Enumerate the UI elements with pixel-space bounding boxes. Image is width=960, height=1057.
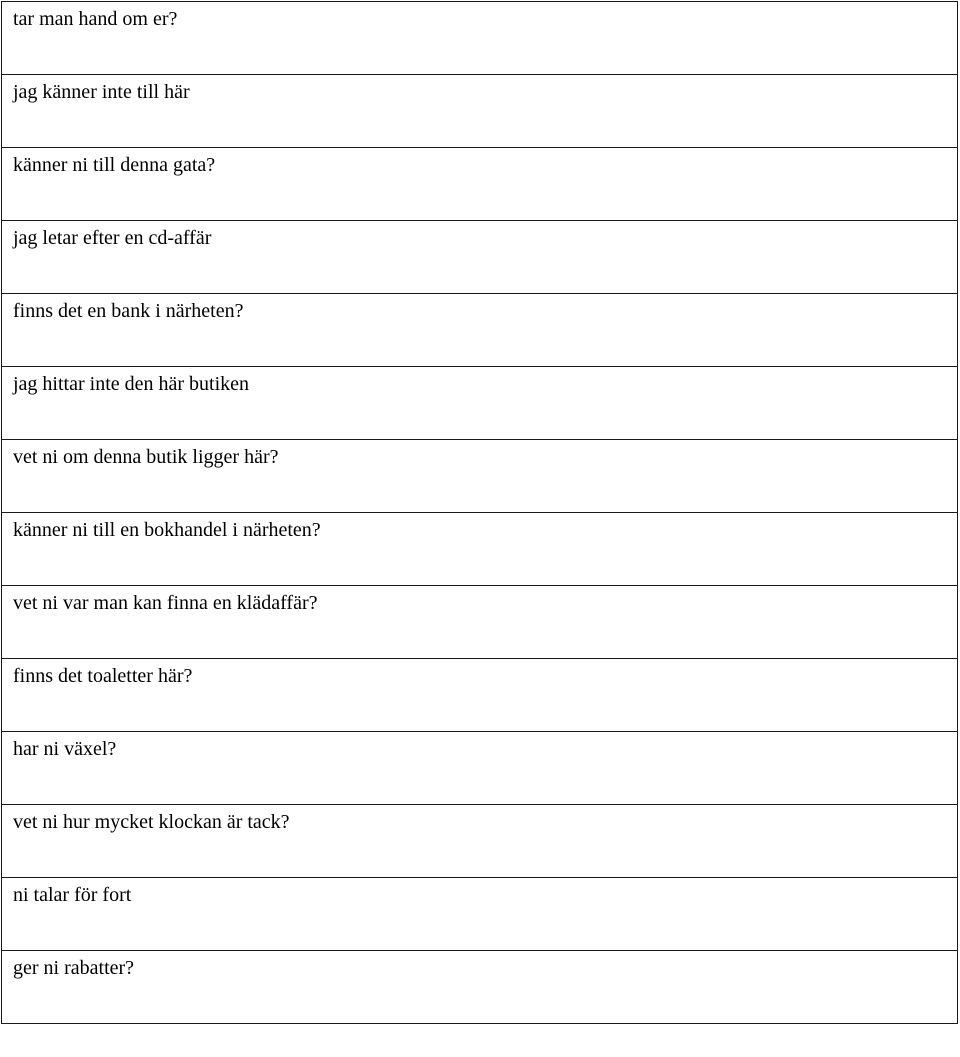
phrase-table xyxy=(1,1,958,1024)
table-cell xyxy=(2,367,958,440)
phrase-text: har ni växel? xyxy=(13,738,117,760)
phrase-text: finns det en bank i närheten? xyxy=(13,300,244,322)
table-cell xyxy=(2,659,958,732)
phrase-text: jag hittar inte den här butiken xyxy=(13,373,250,395)
phrase-text: jag letar efter en cd-affär xyxy=(13,227,212,249)
table-cell xyxy=(2,440,958,513)
table-row xyxy=(2,221,958,294)
table-cell xyxy=(2,878,958,951)
table-cell xyxy=(2,221,958,294)
table-row xyxy=(2,513,958,586)
phrase-text: finns det toaletter här? xyxy=(13,665,193,687)
table-row xyxy=(2,805,958,878)
phrase-text: ni talar för fort xyxy=(13,884,132,906)
phrase-table-body xyxy=(2,2,958,1024)
table-row xyxy=(2,148,958,221)
table-row xyxy=(2,878,958,951)
table-cell xyxy=(2,148,958,221)
table-row xyxy=(2,2,958,75)
table-cell xyxy=(2,294,958,367)
phrase-text: vet ni var man kan finna en klädaffär? xyxy=(13,592,318,614)
table-row xyxy=(2,732,958,805)
phrase-text: känner ni till en bokhandel i närheten? xyxy=(13,519,321,541)
table-row xyxy=(2,75,958,148)
phrase-text: vet ni hur mycket klockan är tack? xyxy=(13,811,290,833)
phrase-text: tar man hand om er? xyxy=(13,8,178,30)
table-row xyxy=(2,951,958,1024)
phrase-text: jag känner inte till här xyxy=(13,81,190,103)
phrase-text: ger ni rabatter? xyxy=(13,957,135,979)
table-row xyxy=(2,367,958,440)
table-cell xyxy=(2,513,958,586)
table-row xyxy=(2,294,958,367)
table-cell xyxy=(2,586,958,659)
table-cell xyxy=(2,75,958,148)
table-cell xyxy=(2,732,958,805)
phrase-text: vet ni om denna butik ligger här? xyxy=(13,446,279,468)
table-cell xyxy=(2,805,958,878)
table-row xyxy=(2,659,958,732)
phrase-text: känner ni till denna gata? xyxy=(13,154,216,176)
table-cell xyxy=(2,2,958,75)
table-row xyxy=(2,440,958,513)
table-row xyxy=(2,586,958,659)
table-cell xyxy=(2,951,958,1024)
